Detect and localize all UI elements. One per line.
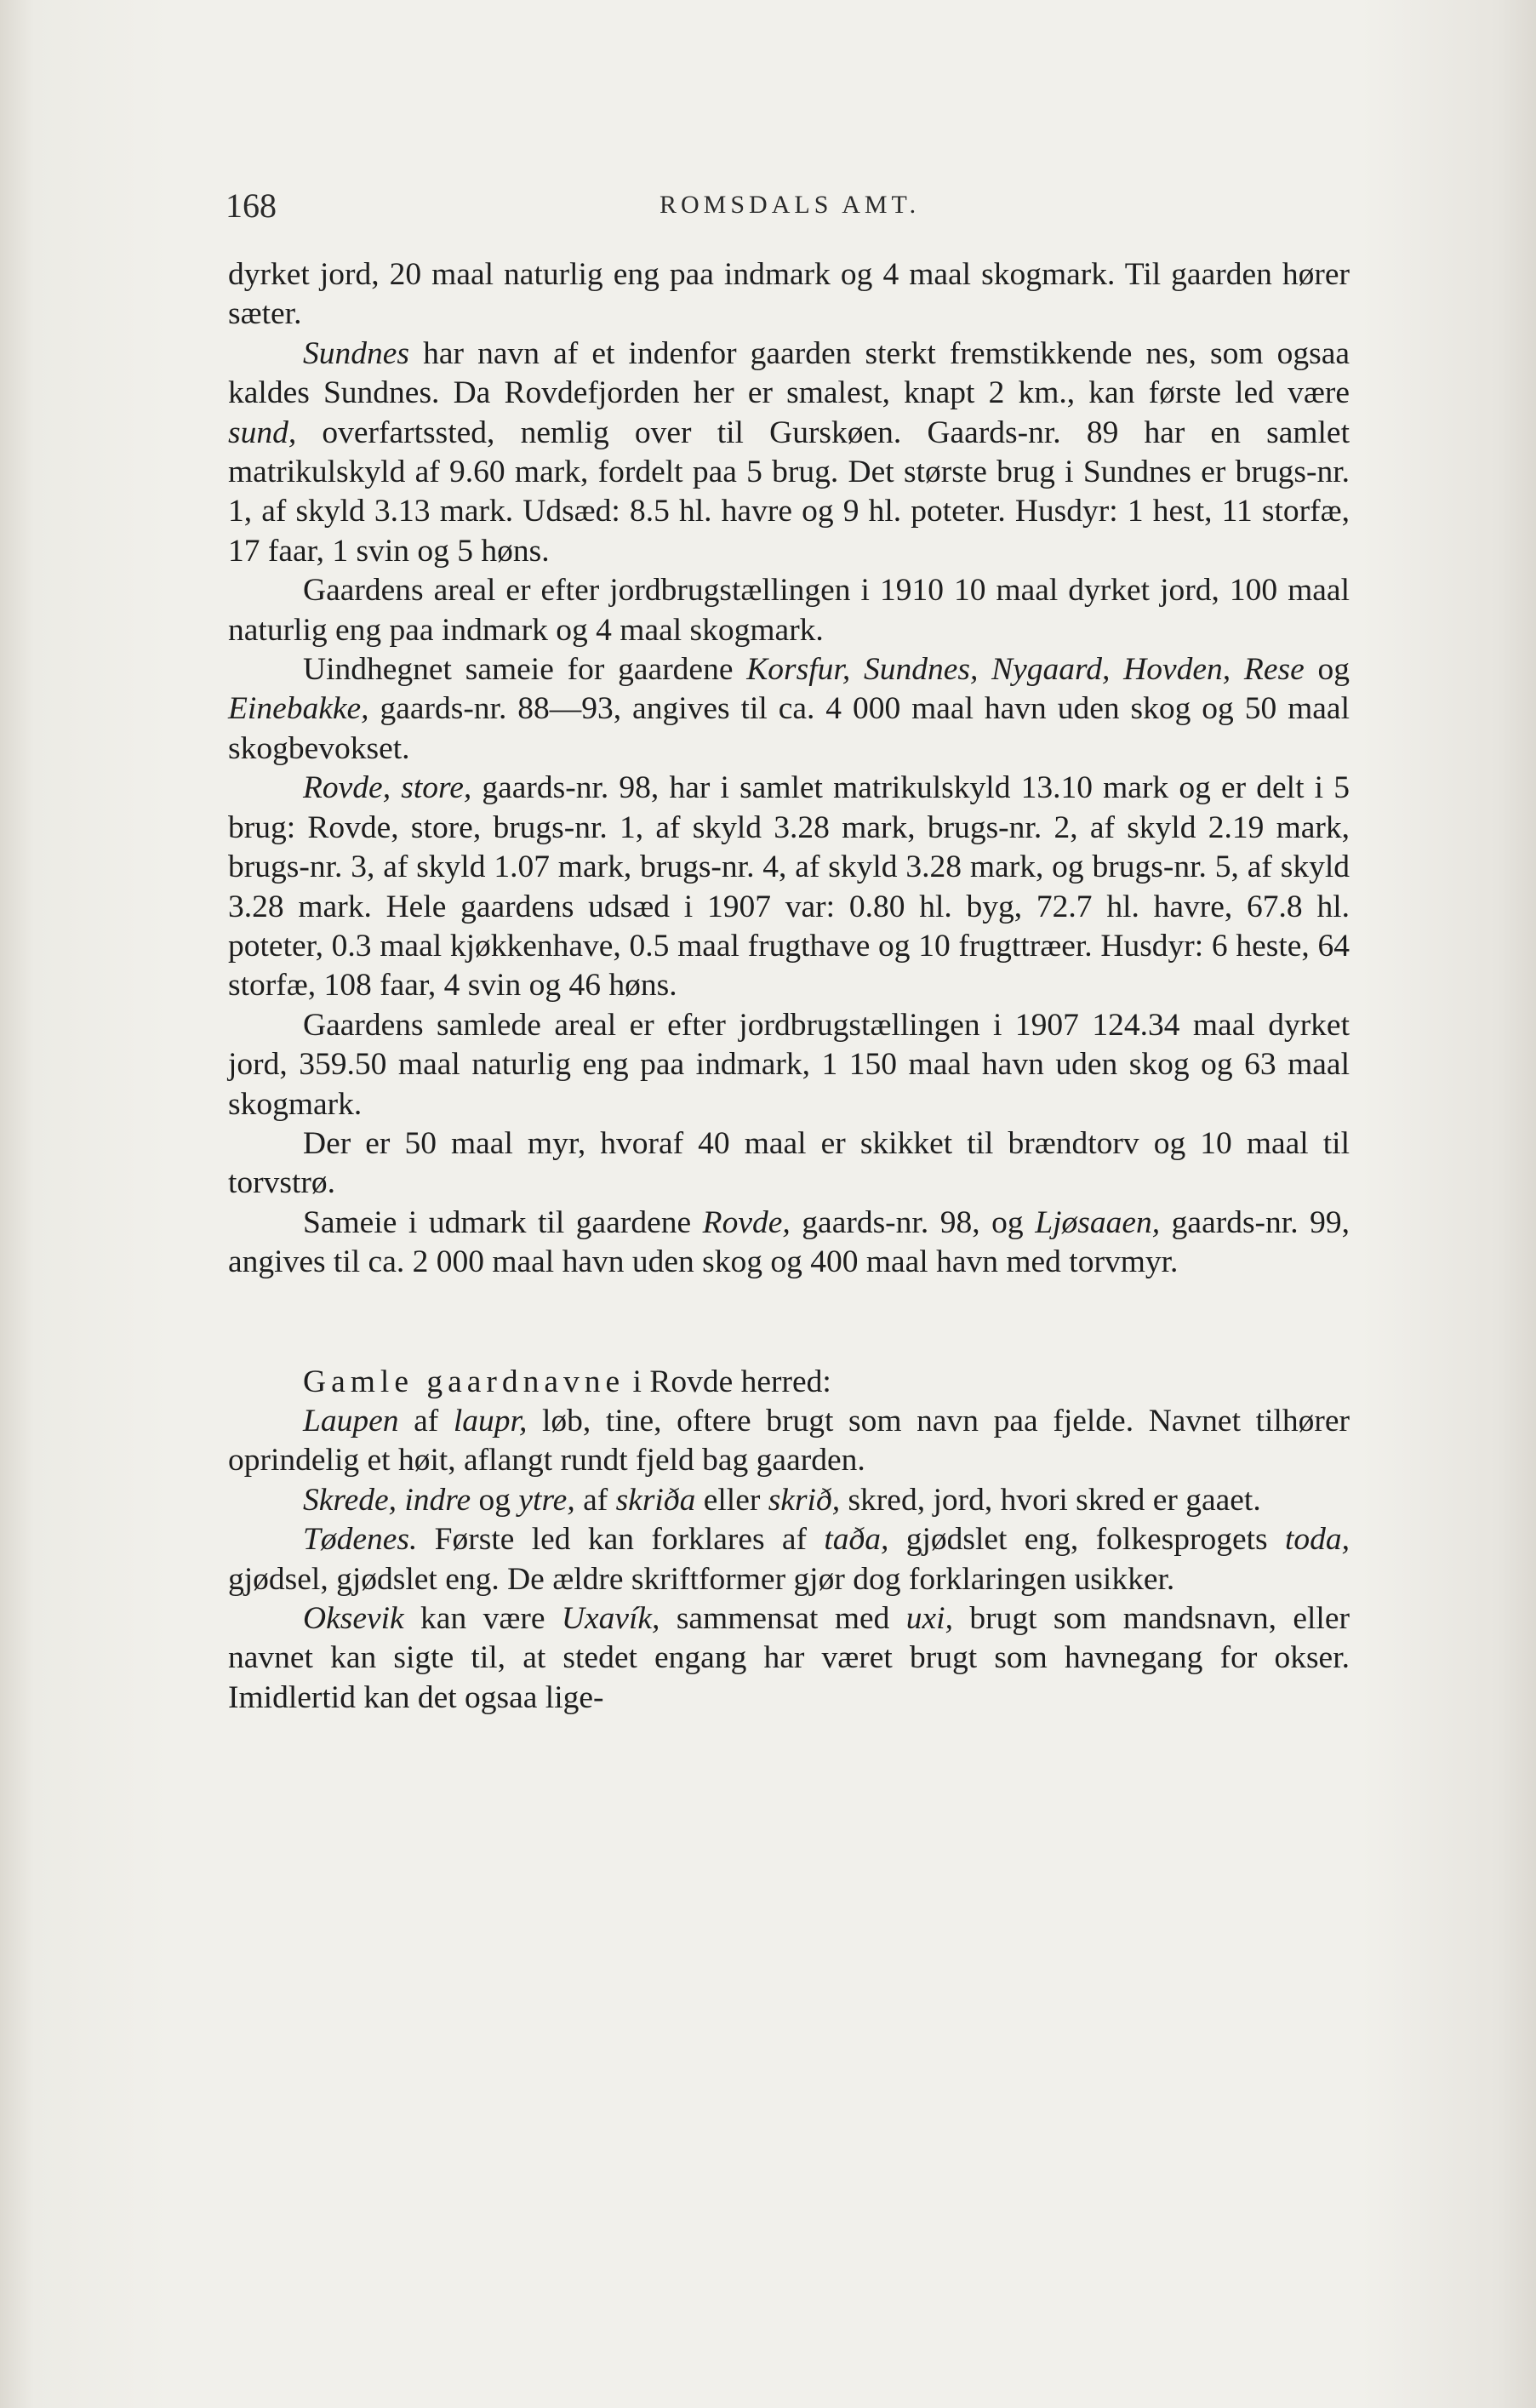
text-run: og	[1304, 652, 1350, 688]
italic-term: laupr,	[453, 1403, 528, 1439]
italic-name: Laupen	[303, 1403, 399, 1439]
paragraph-laupen	[228, 1402, 1350, 1481]
text-run: i Rovde herred:	[625, 1364, 831, 1399]
italic-name: Sundnes	[303, 335, 409, 371]
paragraph-sameie-88-93	[228, 650, 1350, 769]
italic-term: skrið,	[768, 1482, 841, 1518]
italic-term: Uxavík,	[561, 1601, 660, 1636]
text-run: løb, tine, oftere brugt som navn paa fjelde. Navnet tilhører oprindelig et høit, aflangt rundt fjeld bag gaarden.	[228, 1403, 1350, 1479]
paragraph-todenes	[228, 1520, 1350, 1599]
text-run: Første led kan forklares af	[417, 1522, 825, 1558]
running-head: ROMSDALS AMT.	[660, 191, 921, 219]
section-heading	[228, 1363, 1350, 1402]
page-header	[226, 186, 1357, 237]
text-run: gaards-nr. 98, har i samlet matrikulskyld 13.10 mark og er delt i 5 brug: Rovde, store, brugs-nr. 1, af skyld 3.28 mark, brugs-nr. 2, af skyld 2.19 mark, brugs-nr. 3, af skyld 1.07 mark, brugs-nr. 4, af skyld 3.28 mark, og brugs-nr. 5, af skyld 3.28 mark. Hele gaardens udsæd i 1907 var: 0.80 hl. byg, 72.7 hl. havre, 67.8 hl. poteter, 0.3 maal kjøkkenhave, 0.5 maal frugthave og 10 frugttræer. Husdyr: 6 heste, 64 storfæ, 108 faar, 4 svin og 46 høns.	[228, 770, 1350, 1004]
italic-names: Korsfur, Sundnes, Nygaard, Hovden, Rese	[746, 652, 1305, 688]
text-run: har navn af et indenfor gaarden sterkt fremstikkende nes, som ogsaa kaldes Sundnes. Da Rovdefjorden her er smalest, knapt 2 km., kan første led være	[228, 335, 1350, 411]
paragraph-skrede	[228, 1481, 1350, 1520]
italic-term: toda,	[1284, 1522, 1350, 1558]
italic-term: uxi,	[905, 1601, 953, 1636]
italic-name: Ljøsaaen,	[1035, 1204, 1161, 1240]
italic-name: Oksevik	[303, 1601, 404, 1636]
text-run: gjødsel, gjødslet eng. De ældre skriftformer gjør dog forklaringen usikker.	[228, 1561, 1175, 1597]
text-run: gaards-nr. 98, og	[790, 1204, 1036, 1240]
italic-term: skriða	[615, 1482, 696, 1518]
text-run: brugt som mandsnavn, eller navnet kan sigte til, at stedet engang har været brugt som havnegang for okser. Imidlertid kan det ogsaa lige-	[228, 1601, 1350, 1715]
italic-name: Tødenes.	[303, 1522, 418, 1558]
italic-term: ytre,	[518, 1482, 575, 1518]
italic-name: Rovde,	[702, 1204, 791, 1240]
text-run: gaards-nr. 88—93, angives til ca. 4 000 maal havn uden skog og 50 maal skogbevokset.	[228, 691, 1350, 766]
text-run: Sameie i udmark til gaardene	[303, 1204, 703, 1240]
paragraph-myr: Der er 50 maal myr, hvoraf 40 maal er skikket til brændtorv og 10 maal til torvstrø.	[228, 1125, 1350, 1201]
page-number: 168	[226, 186, 277, 225]
italic-name: Rovde, store,	[303, 770, 472, 806]
text-run: eller	[695, 1482, 768, 1518]
paragraph-areal-1910: Gaardens areal er efter jordbrugstællingen i 1910 10 maal dyrket jord, 100 maal naturlig eng paa indmark og 4 maal skogmark.	[228, 573, 1350, 648]
text-run: gjødslet eng, folkesprogets	[888, 1522, 1285, 1558]
italic-name: Skrede, indre	[303, 1482, 471, 1518]
text-run: af	[574, 1482, 616, 1518]
spaced-heading: Gamle gaardnavne	[303, 1364, 625, 1399]
text-run: af	[398, 1403, 454, 1439]
text-run: Uindhegnet sameie for gaardene	[303, 652, 747, 688]
paragraph-areal-1907: Gaardens samlede areal er efter jordbrugstællingen i 1907 124.34 maal dyrket jord, 359.50 maal naturlig eng paa indmark, 1 150 maal havn uden skog og 63 maal skogmark.	[228, 1007, 1350, 1122]
section-gap	[228, 1283, 1350, 1363]
italic-name: Einebakke,	[228, 691, 369, 727]
paragraph-oksevik	[228, 1599, 1350, 1718]
text-run: kan være	[403, 1601, 562, 1636]
text-run: overfartssted, nemlig over til Gurskøen. Gaards-nr. 89 har en samlet matrikulskyld af 9.60 mark, fordelt paa 5 brug. Det største brug i Sundnes er brugs-nr. 1, af skyld 3.13 mark. Udsæd: 8.5 hl. havre og 9 hl. poteter. Husdyr: 1 hest, 11 storfæ, 17 faar, 1 svin og 5 høns.	[228, 415, 1350, 569]
text-run: sammensat med	[660, 1601, 906, 1636]
text-run: og	[471, 1482, 519, 1518]
italic-term: taða,	[824, 1522, 889, 1558]
text-run: skred, jord, hvori skred er gaaet.	[840, 1482, 1261, 1518]
paragraph-sundnes	[228, 335, 1350, 571]
paragraph-sameie-udmark	[228, 1204, 1350, 1283]
text-run: gaards-nr. 99, angives til ca. 2 000 maal havn uden skog og 400 maal havn med torvmyr.	[228, 1204, 1350, 1280]
paragraph-rovde-store	[228, 769, 1350, 1005]
body-text	[228, 255, 1350, 1718]
paragraph-1: dyrket jord, 20 maal naturlig eng paa indmark og 4 maal skogmark. Til gaarden hører sæter.	[228, 257, 1350, 332]
italic-term: sund,	[228, 415, 297, 450]
